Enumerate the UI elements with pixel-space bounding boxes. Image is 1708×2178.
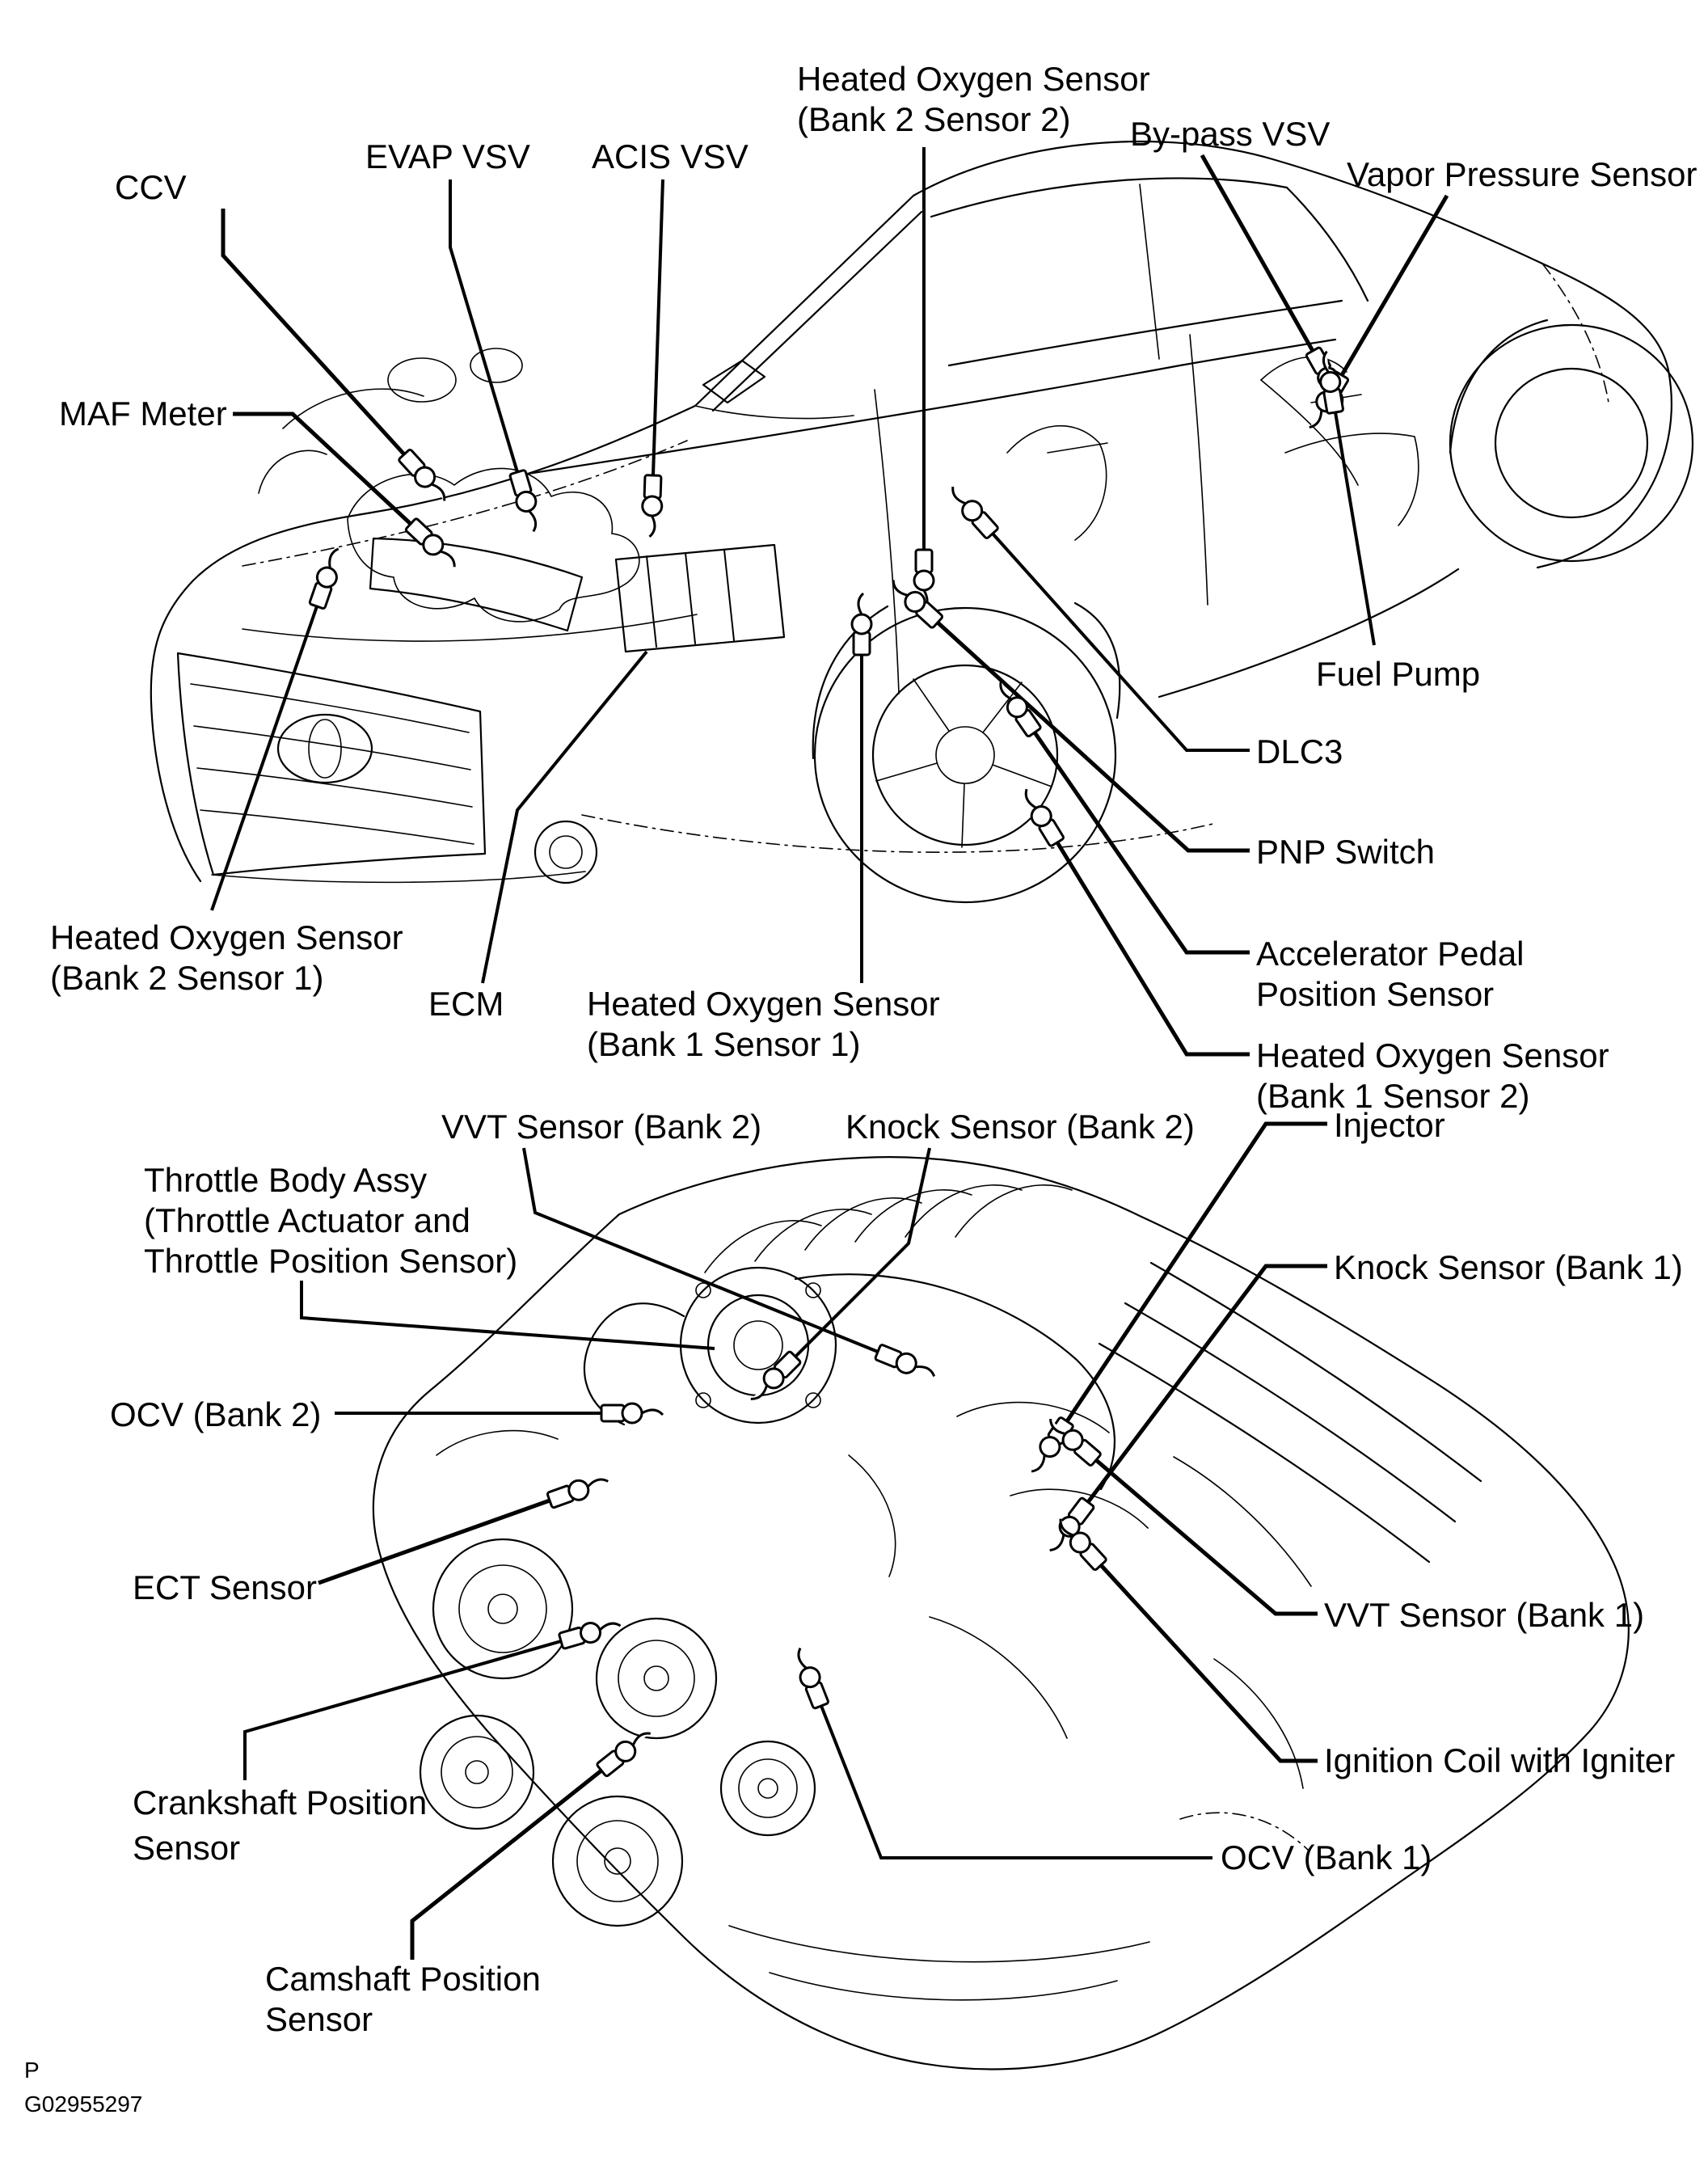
label-ignition-coil-with-igniter <box>1324 1741 1675 1779</box>
leader-knock-sensor-bank1 <box>1088 1266 1327 1502</box>
page-marker: P <box>24 2058 40 2083</box>
label-vvt-sensor-bank2-line-0: VVT Sensor (Bank 2) <box>441 1108 762 1146</box>
label-hos-b1s1-line-1: (Bank 1 Sensor 1) <box>587 1025 861 1063</box>
label-vvt-sensor-bank2 <box>441 1108 761 1146</box>
label-injector <box>1334 1106 1445 1144</box>
label-crankshaft-position-sensor <box>133 1783 427 1867</box>
part-acis-vsv <box>642 475 663 538</box>
label-injector-line-0: Injector <box>1334 1106 1445 1144</box>
label-dlc3-line-0: DLC3 <box>1256 732 1343 770</box>
leader-acis-vsv <box>653 179 663 475</box>
label-pnp-switch <box>1256 833 1435 871</box>
label-maf-meter-line-0: MAF Meter <box>59 395 227 433</box>
label-ocv-bank1-line-0: OCV (Bank 1) <box>1221 1838 1432 1876</box>
label-bypass-vsv <box>1130 115 1330 153</box>
leader-camshaft-position-sensor <box>412 1771 601 1960</box>
leader-accelerator-pedal-position-sensor <box>1035 732 1250 952</box>
leader-ignition-coil-with-igniter <box>1101 1565 1318 1761</box>
label-ccv-line-0: CCV <box>115 168 187 206</box>
label-hos-b1s2-line-0: Heated Oxygen Sensor <box>1256 1036 1609 1074</box>
label-vapor-pressure-sensor-line-0: Vapor Pressure Sensor <box>1347 155 1697 193</box>
label-ect-sensor-line-0: ECT Sensor <box>133 1568 317 1606</box>
part-hos-b2s1 <box>308 545 347 610</box>
label-ecm <box>428 985 504 1023</box>
part-crankshaft-position-sensor <box>559 1615 623 1651</box>
label-crankshaft-position-sensor-line-0: Crankshaft Position <box>133 1783 428 1821</box>
leader-fuel-pump <box>1335 412 1374 645</box>
label-accelerator-pedal-position-sensor-line-0: Accelerator Pedal <box>1256 935 1525 973</box>
label-hos-b2s2-line-0: Heated Oxygen Sensor <box>797 60 1150 98</box>
label-hos-b1s1 <box>587 985 940 1063</box>
label-hos-b1s1-line-0: Heated Oxygen Sensor <box>587 985 940 1023</box>
label-pnp-switch-line-0: PNP Switch <box>1256 833 1435 871</box>
label-ocv-bank2-line-0: OCV (Bank 2) <box>110 1395 322 1433</box>
label-camshaft-position-sensor <box>265 1960 541 2038</box>
label-throttle-body-assy-line-2: Throttle Position Sensor) <box>144 1242 518 1280</box>
label-vapor-pressure-sensor <box>1347 155 1697 193</box>
label-knock-sensor-bank2-line-0: Knock Sensor (Bank 2) <box>846 1108 1195 1146</box>
label-hos-b2s1-line-0: Heated Oxygen Sensor <box>50 918 403 956</box>
leader-ccv <box>223 209 404 454</box>
label-dlc3 <box>1256 732 1343 770</box>
label-acis-vsv <box>592 137 749 175</box>
label-ignition-coil-with-igniter-line-0: Ignition Coil with Igniter <box>1324 1741 1676 1779</box>
leader-ocv-bank1 <box>821 1706 1212 1858</box>
label-vvt-sensor-bank1 <box>1324 1596 1644 1634</box>
part-ocv-bank2 <box>601 1403 663 1423</box>
label-knock-sensor-bank1-line-0: Knock Sensor (Bank 1) <box>1334 1248 1683 1286</box>
leader-vapor-pressure-sensor <box>1342 196 1447 375</box>
part-ocv-bank1 <box>790 1645 830 1710</box>
part-evap-vsv <box>508 470 545 534</box>
leader-bypass-vsv <box>1202 155 1313 351</box>
leader-hos-b2s1 <box>212 606 317 910</box>
label-camshaft-position-sensor-line-1: Sensor <box>265 2000 373 2038</box>
label-throttle-body-assy <box>144 1161 517 1280</box>
label-fuel-pump-line-0: Fuel Pump <box>1316 655 1481 693</box>
label-hos-b2s2-line-1: (Bank 2 Sensor 2) <box>797 100 1071 138</box>
part-hos-b1s1 <box>852 593 871 655</box>
leader-ecm <box>483 652 647 983</box>
label-accelerator-pedal-position-sensor-line-1: Position Sensor <box>1256 975 1495 1013</box>
label-fuel-pump <box>1316 655 1480 693</box>
label-ect-sensor <box>133 1568 317 1606</box>
label-hos-b1s2 <box>1256 1036 1609 1115</box>
part-dlc3 <box>944 481 1000 540</box>
part-knock-sensor-bank2 <box>745 1350 803 1408</box>
leader-injector <box>1067 1124 1327 1421</box>
label-hos-b2s1 <box>50 918 403 997</box>
label-evap-vsv-line-0: EVAP VSV <box>365 137 530 175</box>
label-ccv <box>115 168 187 206</box>
label-crankshaft-position-sensor-line-1: Sensor <box>133 1829 241 1867</box>
part-vvt-sensor-bank2 <box>874 1343 938 1384</box>
component-labels <box>50 60 1697 2038</box>
label-knock-sensor-bank2 <box>846 1108 1195 1146</box>
label-hos-b2s1-line-1: (Bank 2 Sensor 1) <box>50 959 324 997</box>
label-ecm-line-0: ECM <box>428 985 504 1023</box>
figure-id: G02955297 <box>24 2091 143 2117</box>
car-illustration <box>151 141 1693 902</box>
label-throttle-body-assy-line-0: Throttle Body Assy <box>144 1161 428 1199</box>
part-camshaft-position-sensor <box>596 1724 656 1778</box>
label-bypass-vsv-line-0: By-pass VSV <box>1130 115 1331 153</box>
part-ccv <box>397 448 453 506</box>
label-maf-meter <box>59 395 227 433</box>
leader-vvt-sensor-bank1 <box>1096 1460 1318 1614</box>
part-hos-b1s2 <box>1017 785 1065 847</box>
leader-throttle-body-assy <box>302 1281 715 1349</box>
part-accelerator-pedal-position-sensor <box>992 677 1043 738</box>
label-evap-vsv <box>365 137 530 175</box>
label-acis-vsv-line-0: ACIS VSV <box>592 137 749 175</box>
label-ocv-bank2 <box>110 1395 321 1433</box>
label-accelerator-pedal-position-sensor <box>1256 935 1525 1013</box>
leader-evap-vsv <box>450 179 517 472</box>
label-ocv-bank1 <box>1221 1838 1432 1876</box>
leader-ect-sensor <box>318 1501 550 1583</box>
label-camshaft-position-sensor-line-0: Camshaft Position <box>265 1960 541 1998</box>
label-hos-b1s2-line-1: (Bank 1 Sensor 2) <box>1256 1077 1530 1115</box>
label-knock-sensor-bank1 <box>1334 1248 1683 1286</box>
part-ect-sensor <box>546 1471 611 1509</box>
label-vvt-sensor-bank1-line-0: VVT Sensor (Bank 1) <box>1324 1596 1645 1634</box>
leader-hos-b1s2 <box>1057 842 1250 1054</box>
label-hos-b2s2 <box>797 60 1150 138</box>
label-throttle-body-assy-line-1: (Throttle Actuator and <box>144 1201 470 1239</box>
leader-vvt-sensor-bank2 <box>524 1148 878 1352</box>
